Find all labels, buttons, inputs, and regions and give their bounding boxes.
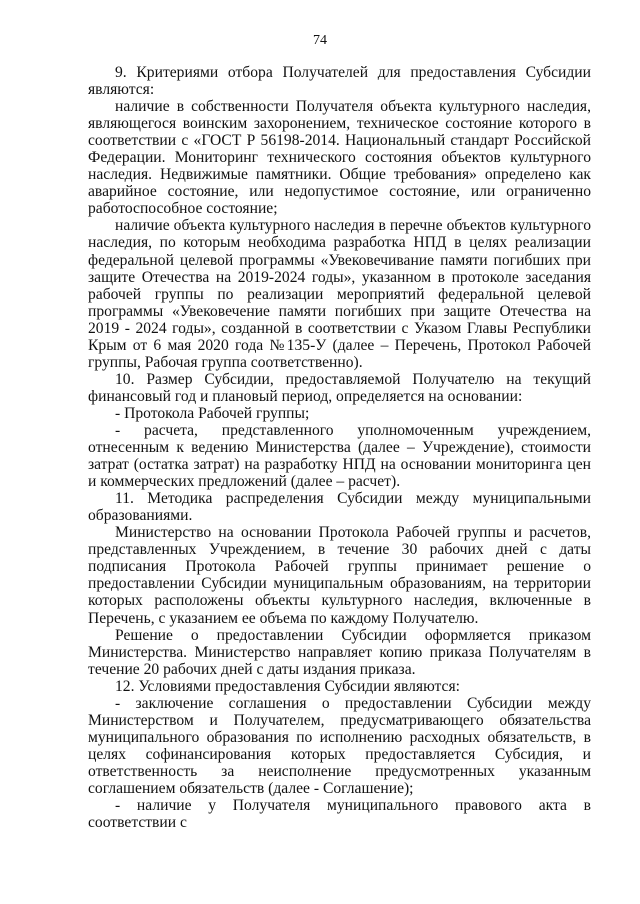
paragraph-agreement: - заключение соглашения о предоставлении Субсидии между Министерством и Получателем, предусматривающего обязательства муниципального образования по исполнению расходных обязательств, в целях софинансирования которых предоставляется Субсидия, и ответственность за неисполнение предусмотренных указанным соглашением обязательств (далее - Соглашение); [88, 694, 591, 797]
paragraph-conditions-heading: 12. Условиями предоставления Субсидии являются: [115, 677, 460, 695]
page-number: 74 [313, 33, 327, 48]
paragraph-working-group-protocol: - Протокола Рабочей группы; [115, 404, 310, 422]
paragraph-criteria-list: наличие объекта культурного наследия в перечне объектов культурного наследия, по которым необходима разработка НПД в целях реализации федеральной целевой программы «Увековечивание памяти погибших при защите Отечества на 2019-2024 годы», указанном в протоколе заседания рабочей группы по реализации мероприятий федеральной целевой программы «Увековечение памяти погибших при защите Отечества на 2019 - 2024 годы», созданной в соответствии с Указом Главы Республики Крым от 6 мая 2020 года №135-У (далее – Перечень, Протокол Рабочей группы, Рабочая группа соответственно). [88, 217, 591, 371]
paragraph-ministry-decision: Министерство на основании Протокола Рабочей группы и расчетов, представленных Учреждением, в течение 30 рабочих дней с даты подписания Протокола Рабочей группы принимает решение о предоставлении Субсидии муниципальным образованиям, на территории которых расположены объекты культурного наследия, включенные в Перечень, с указанием ее объема по каждому Получателю. [88, 524, 591, 627]
paragraph-calculation: - расчета, представленного уполномоченным учреждением, отнесенным к ведению Министерства (далее – Учреждение), стоимости затрат (остатка затрат) на разработку НПД на основании мониторинга цен и коммерческих предложений (далее – расчет). [88, 421, 591, 491]
paragraph-subsidy-size: 10. Размер Субсидии, предоставляемой Получателю на текущий финансовый год и плановый период, определяется на основании: [88, 370, 591, 405]
paragraph-distribution-method: 11. Методика распределения Субсидии между муниципальными образованиями. [88, 490, 591, 525]
paragraph-decision-order: Решение о предоставлении Субсидии оформляется приказом Министерства. Министерство направляет копию приказа Получателям в течение 20 рабочих дней с даты издания приказа. [88, 626, 591, 678]
paragraph-municipal-act: - наличие у Получателя муниципального правового акта в соответствии с [88, 797, 591, 832]
paragraph-criteria-ownership: наличие в собственности Получателя объекта культурного наследия, являющегося воинским захоронением, техническое состояние которого в соответствии с «ГОСТ Р 56198-2014. Национальный стандарт Российской Федерации. Мониторинг технического состояния объектов культурного наследия. Недвижимые памятники. Общие требования» определено как аварийное состояние, или недопустимое состояние, или ограниченно работоспособное состояние; [88, 98, 591, 218]
document-body [88, 64, 591, 831]
paragraph-criteria-heading: 9. Критериями отбора Получателей для предоставления Субсидии являются: [88, 64, 591, 99]
